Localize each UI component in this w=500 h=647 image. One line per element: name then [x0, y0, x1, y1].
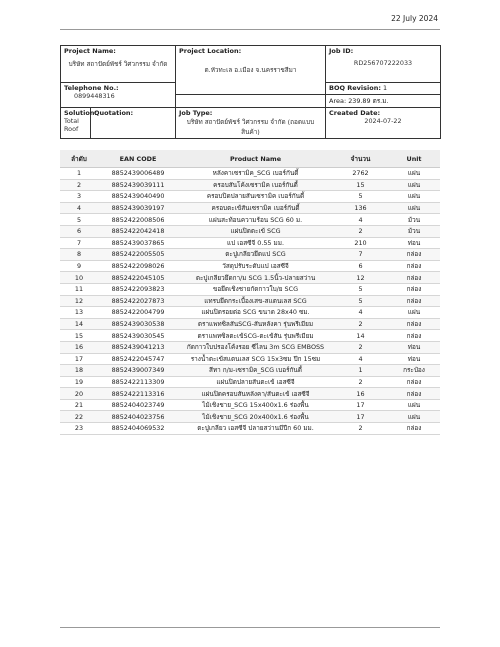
cell-qty: 4	[333, 214, 388, 226]
cell-unit: แผ่น	[388, 179, 440, 191]
job-type-value: บริษัท สถาปัตย์พัชร์ วิศวกรรม จำกัด (ถอดแบบสินค้า)	[186, 118, 315, 136]
cell-qty: 17	[333, 399, 388, 411]
cell-unit: กล่อง	[388, 295, 440, 307]
table-row	[60, 388, 440, 400]
table-header-row	[60, 150, 440, 168]
header-ean: EAN CODE	[98, 150, 178, 168]
telephone-label: Telephone No.:	[64, 84, 119, 92]
cell-product: ครอบปิดปลายสันเซรามิค เบอร์กันดี้	[178, 191, 333, 203]
cell-ean: 8852439006489	[98, 168, 178, 180]
cell-product: รางน้ำตะเข้สแตนเลส SCG 15x3ซม ปีก 15ซม	[178, 353, 333, 365]
cell-no: 19	[60, 376, 98, 388]
cell-no: 16	[60, 341, 98, 353]
cell-no: 11	[60, 283, 98, 295]
cell-no: 6	[60, 225, 98, 237]
cell-ean: 8852422008506	[98, 214, 178, 226]
cell-ean: 8852439041213	[98, 341, 178, 353]
table-row	[60, 376, 440, 388]
boq-revision-value: 1	[382, 84, 388, 92]
cell-qty: 2	[333, 225, 388, 237]
created-date-cell	[326, 108, 441, 139]
solution-value: Total Roof	[64, 117, 79, 133]
table-row	[60, 353, 440, 365]
cell-qty: 2	[333, 376, 388, 388]
cell-product: แผ่นปิดครอบสันหลังคา/สันตะเข้ เอสซีจี	[178, 388, 333, 400]
project-name-label: Project Name:	[64, 47, 116, 55]
table-row	[60, 214, 440, 226]
cell-qty: 1	[333, 365, 388, 377]
cell-no: 4	[60, 202, 98, 214]
table-row	[60, 295, 440, 307]
cell-qty: 12	[333, 272, 388, 284]
table-row	[60, 202, 440, 214]
quotation-label: Quotation:	[94, 109, 134, 117]
cell-qty: 5	[333, 283, 388, 295]
cell-ean: 8852439007349	[98, 365, 178, 377]
cell-no: 1	[60, 168, 98, 180]
cell-no: 9	[60, 260, 98, 272]
cell-product: แผ่นปิดตะเข้ SCG	[178, 225, 333, 237]
solution-label: Solution:	[64, 109, 98, 117]
cell-ean: 8852404023749	[98, 399, 178, 411]
cell-qty: 4	[333, 307, 388, 319]
cell-ean: 8852422027873	[98, 295, 178, 307]
cell-no: 23	[60, 423, 98, 435]
table-row	[60, 260, 440, 272]
cell-no: 18	[60, 365, 98, 377]
cell-product: ไม้เชิงชาย_SCG 15x400x1.6 ร่องพื้น	[178, 399, 333, 411]
cell-product: ขอยึดเชิงชายกัดกาวใบ/ย SCG	[178, 283, 333, 295]
cell-qty: 14	[333, 330, 388, 342]
project-name-cell	[61, 46, 176, 83]
cell-ean: 8852422045105	[98, 272, 178, 284]
table-row	[60, 365, 440, 377]
cell-unit: กล่อง	[388, 376, 440, 388]
cell-product: ตราแพทซิลตะเข้SCG-ตะเข้สัน รุ่นพรีเมียม	[178, 330, 333, 342]
job-id-cell	[326, 46, 441, 83]
cell-ean: 8852422098026	[98, 260, 178, 272]
cell-product: ครอบตะเข้สันเซรามิค เบอร์กันดี้	[178, 202, 333, 214]
cell-qty: 7	[333, 249, 388, 261]
cell-unit: แผ่น	[388, 191, 440, 203]
cell-no: 12	[60, 295, 98, 307]
solution-cell	[61, 108, 98, 139]
cell-unit: กล่อง	[388, 272, 440, 284]
cell-ean: 8852439039197	[98, 202, 178, 214]
cell-ean: 8852439039111	[98, 179, 178, 191]
area-cell	[326, 95, 441, 108]
cell-ean: 8852422045747	[98, 353, 178, 365]
top-divider	[60, 29, 440, 30]
cell-unit: กล่อง	[388, 388, 440, 400]
cell-ean: 8852439037865	[98, 237, 178, 249]
cell-product: ตะปูเกลียวยึดแป SCG	[178, 249, 333, 261]
quotation-cell	[91, 108, 176, 139]
area-value: 239.89 ตร.ม.	[348, 97, 389, 105]
cell-product: ตราแพทซิลสันSCG-สันหลังคา รุ่นพรีเมียม	[178, 318, 333, 330]
table-row	[60, 225, 440, 237]
boq-revision-label: BOQ Revision:	[329, 84, 381, 92]
cell-product: แผ่นปิดปลายสันตะเข้ เอสซีจี	[178, 376, 333, 388]
cell-ean: 8852439030538	[98, 318, 178, 330]
cell-unit: แผ่น	[388, 307, 440, 319]
table-row	[60, 330, 440, 342]
cell-product: ไม้เชิงชาย_SCG 20x400x1.6 ร่องพื้น	[178, 411, 333, 423]
cell-no: 15	[60, 330, 98, 342]
location-spacer	[176, 95, 326, 108]
cell-qty: 136	[333, 202, 388, 214]
cell-no: 20	[60, 388, 98, 400]
created-date-label: Created Date:	[329, 109, 381, 117]
cell-ean: 8852439040490	[98, 191, 178, 203]
cell-unit: กระป๋อง	[388, 365, 440, 377]
cell-unit: ม้วน	[388, 214, 440, 226]
telephone-value: 0899448316	[74, 92, 115, 100]
job-id-value: RD256707222033	[353, 59, 413, 67]
cell-unit: แผ่น	[388, 399, 440, 411]
bottom-divider	[60, 627, 440, 628]
boq-revision-cell	[326, 83, 441, 95]
table-row	[60, 237, 440, 249]
cell-no: 14	[60, 318, 98, 330]
table-row	[60, 191, 440, 203]
cell-qty: 2	[333, 341, 388, 353]
cell-qty: 5	[333, 191, 388, 203]
cell-ean: 8852422113309	[98, 376, 178, 388]
cell-qty: 2762	[333, 168, 388, 180]
cell-unit: กล่อง	[388, 330, 440, 342]
table-row	[60, 307, 440, 319]
cell-ean: 8852422005505	[98, 249, 178, 261]
table-row	[60, 318, 440, 330]
cell-qty: 4	[333, 353, 388, 365]
table-row	[60, 179, 440, 191]
cell-no: 21	[60, 399, 98, 411]
cell-no: 5	[60, 214, 98, 226]
table-row	[60, 423, 440, 435]
cell-qty: 15	[333, 179, 388, 191]
area-label: Area:	[329, 97, 347, 105]
job-type-label: Job Type:	[179, 109, 213, 117]
header-qty: จำนวน	[333, 150, 388, 168]
project-location-value: ต.หัวทะเล อ.เมือง จ.นครราชสีมา	[204, 66, 297, 74]
telephone-cell	[61, 83, 176, 108]
cell-no: 13	[60, 307, 98, 319]
project-location-label: Project Location:	[179, 47, 242, 55]
cell-unit: แผ่น	[388, 202, 440, 214]
cell-ean: 8852422004799	[98, 307, 178, 319]
job-id-label: Job ID:	[329, 47, 354, 55]
cell-unit: กล่อง	[388, 283, 440, 295]
created-date-value: 2024-07-22	[364, 117, 402, 125]
cell-qty: 2	[333, 318, 388, 330]
cell-unit: ม้วน	[388, 225, 440, 237]
table-row	[60, 411, 440, 423]
cell-ean: 8852439030545	[98, 330, 178, 342]
cell-ean: 8852422042418	[98, 225, 178, 237]
cell-no: 3	[60, 191, 98, 203]
cell-ean: 8852422113316	[98, 388, 178, 400]
table-row	[60, 341, 440, 353]
cell-no: 2	[60, 179, 98, 191]
cell-qty: 5	[333, 295, 388, 307]
cell-qty: 16	[333, 388, 388, 400]
cell-unit: กล่อง	[388, 423, 440, 435]
cell-product: วัสดุปรับระดับแป เอสซีจี	[178, 260, 333, 272]
cell-qty: 17	[333, 411, 388, 423]
table-row	[60, 168, 440, 180]
cell-no: 22	[60, 411, 98, 423]
cell-product: สีทา ก/ม-เซรามิค_SCG เบอร์กันดี้	[178, 365, 333, 377]
cell-product: ครอบสันโค้งเซรามิค เบอร์กันดี้	[178, 179, 333, 191]
cell-product: แป เอสซีจี 0.55 มม.	[178, 237, 333, 249]
boq-items-table	[60, 150, 440, 435]
cell-product: แผ่นสะท้อนความร้อน SCG 60 ม.	[178, 214, 333, 226]
job-type-cell	[176, 108, 326, 139]
cell-product: แผ่นปิดรอยต่อ SCG ขนาด 28x40 ซม.	[178, 307, 333, 319]
cell-unit: ท่อน	[388, 353, 440, 365]
cell-ean: 8852404069532	[98, 423, 178, 435]
cell-unit: ท่อน	[388, 237, 440, 249]
cell-ean: 8852404023756	[98, 411, 178, 423]
cell-no: 17	[60, 353, 98, 365]
cell-no: 10	[60, 272, 98, 284]
table-row	[60, 283, 440, 295]
cell-unit: แผ่น	[388, 411, 440, 423]
project-info-table	[60, 45, 441, 139]
table-row	[60, 249, 440, 261]
cell-product: ตะปูเกลียวยึดกา/ม SCG 1.5นิ้ว-ปลายสว่าน	[178, 272, 333, 284]
cell-no: 7	[60, 237, 98, 249]
header-unit: Unit	[388, 150, 440, 168]
cell-product: กัดกาวใบปรองโค้งรอย ซีไลน 3m SCG EMBOSS	[178, 341, 333, 353]
cell-unit: กล่อง	[388, 318, 440, 330]
cell-product: หลังคาเซรามิค_SCG เบอร์กันดี้	[178, 168, 333, 180]
cell-unit: กล่อง	[388, 249, 440, 261]
cell-unit: ท่อน	[388, 341, 440, 353]
table-row	[60, 272, 440, 284]
header-product: Product Name	[178, 150, 333, 168]
cell-ean: 8852422093823	[98, 283, 178, 295]
cell-unit: กล่อง	[388, 260, 440, 272]
project-name-value: บริษัท สถาปัตย์พัชร์ วิศวกรรม จำกัด	[68, 60, 168, 68]
cell-unit: แผ่น	[388, 168, 440, 180]
report-date: 22 July 2024	[391, 14, 438, 23]
project-location-cell	[176, 46, 326, 95]
cell-no: 8	[60, 249, 98, 261]
cell-qty: 6	[333, 260, 388, 272]
cell-qty: 2	[333, 423, 388, 435]
cell-product: แทรบยึดกระเบื้องเสข-สแตนเลส SCG	[178, 295, 333, 307]
cell-qty: 210	[333, 237, 388, 249]
cell-product: ตะปูเกลียว เอสซีจี ปลายสว่านมีปีก 60 มม.	[178, 423, 333, 435]
table-row	[60, 399, 440, 411]
header-no: ลำดับ	[60, 150, 98, 168]
